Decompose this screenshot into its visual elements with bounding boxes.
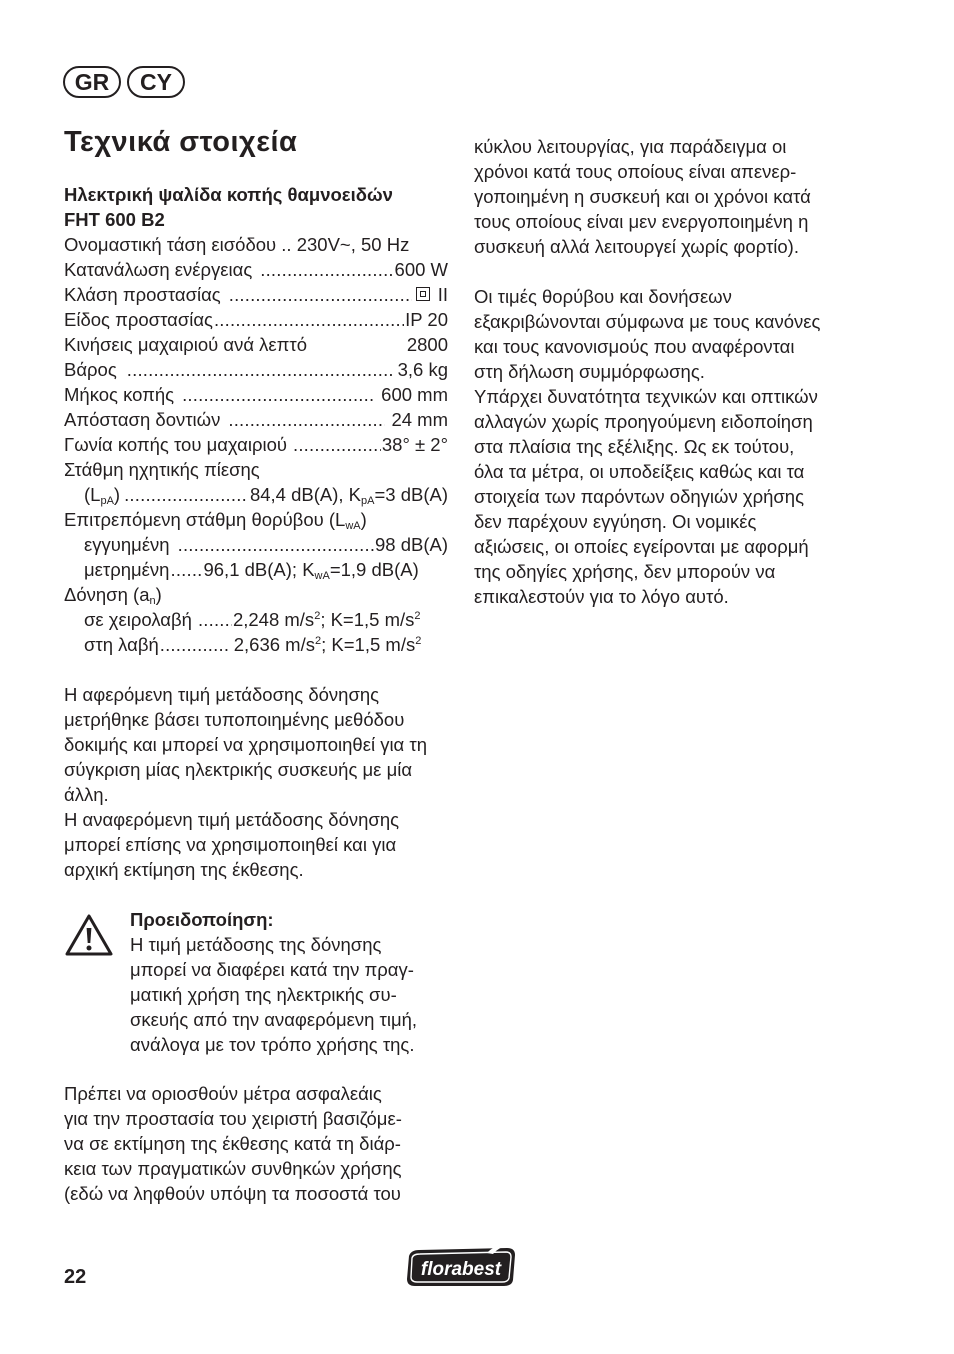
text-line: της οδηγίες χρήσης, δεν μπορούν να (474, 561, 776, 582)
spec-guaranteed (64, 532, 448, 557)
text-line: μετρήθηκε βάσει τυποποιημένης μεθόδου (64, 709, 405, 730)
warning-title: Προειδοποίηση: (130, 909, 274, 930)
text-line: χρόνοι κατά τους οποίους είναι απενερ- (474, 161, 797, 182)
duty-cycle-paragraph (474, 134, 864, 259)
spec-tooth-spacing-value: 24 mm (391, 409, 448, 430)
text-line: στη δήλωση συμμόρφωσης. (474, 361, 705, 382)
spec-guaranteed-value: 98 dB(A) (374, 534, 448, 555)
spec-handle-label: στη λαβή (84, 634, 159, 655)
spec-grip-label: σε χειρολαβή (84, 609, 192, 630)
protection-class-ii-icon (416, 287, 430, 301)
spec-power (64, 257, 448, 282)
spec-sound-power-label: Επιτρεπόμενη στάθμη θορύβου $(L_{wA})$ (64, 509, 367, 532)
text-line: στοιχεία των παρόντων οδηγιών χρήσης (474, 486, 805, 507)
product-name: Ηλεκτρική ψαλίδα κοπής θαμνοειδών (64, 184, 393, 205)
spec-strokes-label: Κινήσεις μαχαιριού ανά λεπτό (64, 334, 308, 355)
page-title: Τεχνικά στοιχεία (64, 126, 298, 158)
text-line: αλλαγών χωρίς προηγούμενη ειδοποίηση (474, 411, 813, 432)
spec-cut-length-value: 600 mm (381, 384, 448, 405)
spec-measured (64, 557, 448, 582)
spec-tooth-spacing-label: Απόσταση δοντιών (64, 409, 221, 430)
right-column (474, 134, 864, 609)
spec-tooth-spacing (64, 407, 448, 432)
spec-grip-vibration (64, 607, 448, 632)
text-line: (εδώ να ληφθούν υπόψη τα ποσοστά του (64, 1183, 401, 1204)
left-column (64, 182, 448, 1206)
text-line: όλα τα μέτρα, οι υποδείξεις καθώς και τα (474, 461, 805, 482)
text-line: Η αφερόμενη τιμή μετάδοσης δόνησης (64, 684, 380, 705)
text-line: ανάλογα με τον τρόπο χρήσης της. (130, 1034, 415, 1055)
warning-text (130, 907, 417, 1057)
spec-grip-value: 2,248 $m/s^2$; K=1,5 $m/s^2$ (232, 609, 421, 630)
text-line: τους οποίους είναι μεν ενεργοποιημένη η (474, 211, 809, 232)
text-line: στα πλαίσια της εξέλιξης. Ως εκ τούτου, (474, 436, 795, 457)
text-line: Οι τιμές θορύβου και δονήσεων (474, 286, 732, 307)
text-line: να σε εκτίμηση της έκθεσης κατά τη διάρ- (64, 1133, 401, 1154)
logo-text: florabest (420, 1259, 502, 1280)
text-line: δοκιμής και μπορεί να χρησιμοποιηθεί για τη (64, 734, 427, 755)
spec-sound-pressure-label: Στάθμη ηχητικής πίεσης (64, 459, 260, 480)
language-badges (63, 66, 185, 98)
text-line: κεια των πραγματικών συνθηκών χρήσης (64, 1158, 402, 1179)
text-line: δεν παρέχουν εγγύηση. Οι νομικές (474, 511, 757, 532)
text-line: κύκλου λειτουργίας, για παράδειγμα οι (474, 136, 787, 157)
vibration-paragraph (64, 682, 448, 882)
text-line: Υπάρχει δυνατότητα τεχνικών και οπτικών (474, 386, 818, 407)
spec-protection-class-value: II (437, 284, 448, 305)
spec-handle-value: 2,636 $m/s^2$; K=1,5 $m/s^2$ (233, 634, 422, 655)
spec-vibration-label: Δόνηση $(a_n)$ (64, 584, 162, 607)
text-line: μπορεί επίσης να χρησιμοποιηθεί και για (64, 834, 397, 855)
text-line: εξακριβώνονται σύμφωνα με τους κανόνες (474, 311, 821, 332)
text-line: αρχική εκτίμηση της έκθεσης. (64, 859, 304, 880)
text-line: αξιώσεις, οι οποίες εγείρονται με αφορμή (474, 536, 809, 557)
spec-protection-class (64, 282, 448, 307)
spec-power-label: Κατανάλωση ενέργειας (64, 259, 253, 280)
spec-blade-angle (64, 432, 448, 457)
text-line: σύγκριση μίας ηλεκτρικής συσκευής με μία (64, 759, 413, 780)
spec-blade-angle-label: Γωνία κοπής του μαχαιριού (64, 434, 287, 455)
text-line: Πρέπει να οριοσθούν μέτρα ασφαλεάις (64, 1083, 382, 1104)
spec-power-value: 600 W (394, 259, 448, 280)
spec-protection-type (64, 307, 448, 332)
spec-weight-label: Βάρος (64, 359, 117, 380)
language-badge-cy: CY (127, 66, 185, 98)
text-line: άλλη. (64, 784, 109, 805)
product-model: FHT 600 B2 (64, 209, 165, 230)
warning-triangle-icon (64, 913, 114, 957)
text-line: γοποιημένη η συσκευή και οι χρόνοι κατά (474, 186, 811, 207)
spec-protection-type-value: IP 20 (405, 309, 448, 330)
spec-sound-pressure (64, 482, 448, 507)
warning-box (64, 907, 448, 1057)
spec-blade-angle-value: 38° ± 2° (381, 434, 448, 455)
measures-paragraph (64, 1081, 448, 1206)
spec-strokes-value: 2800 (406, 334, 448, 355)
spec-sound-pressure-value: 84,4 dB(A), $K_{pA}=3$ dB(A) (249, 484, 448, 507)
spec-protection-class-label: Κλάση προστασίας (64, 284, 221, 305)
spec-cut-length-label: Μήκος κοπής (64, 384, 175, 405)
spec-strokes (64, 332, 448, 357)
spec-measured-value: 96,1 dB(A); $K_{wA}=1,9$ dB(A) (203, 559, 419, 582)
spec-measured-label: μετρημένη (84, 559, 170, 580)
disclaimer-paragraph (474, 284, 864, 609)
text-line: Η τιμή μετάδοσης της δόνησης (130, 934, 382, 955)
florabest-logo (403, 1244, 519, 1290)
text-line: ματική χρήση της ηλεκτρικής συ- (130, 984, 397, 1005)
spec-cut-length (64, 382, 448, 407)
spec-weight-value: 3,6 kg (397, 359, 448, 380)
text-line: Η αναφερόμενη τιμή μετάδοσης δόνησης (64, 809, 400, 830)
language-badge-gr: GR (63, 66, 121, 98)
spec-rated-voltage: Ονομαστική τάση εισόδου .. 230V~, 50 Hz (64, 234, 410, 255)
spec-sound-pressure-symbol: $(L_{pA})$ (84, 484, 121, 507)
text-line: σκευής από την αναφερόμενη τιμή, (130, 1009, 418, 1030)
spec-guaranteed-label: εγγυημένη (84, 534, 170, 555)
text-line: και τους κανονισμούς που αναφέρονται (474, 336, 795, 357)
text-line: επικαλεστούν για το λόγο αυτό. (474, 586, 729, 607)
text-line: για την προστασία του χειριστή βασιζόμε- (64, 1108, 402, 1129)
spec-weight (64, 357, 448, 382)
spec-handle-vibration (64, 632, 448, 657)
text-line: μπορεί να διαφέρει κατά την πραγ- (130, 959, 414, 980)
text-line: συσκευή αλλά λειτουργεί χωρίς φορτίο). (474, 236, 799, 257)
spec-protection-type-label: Είδος προστασίας (64, 309, 213, 330)
page-number: 22 (64, 1266, 87, 1288)
